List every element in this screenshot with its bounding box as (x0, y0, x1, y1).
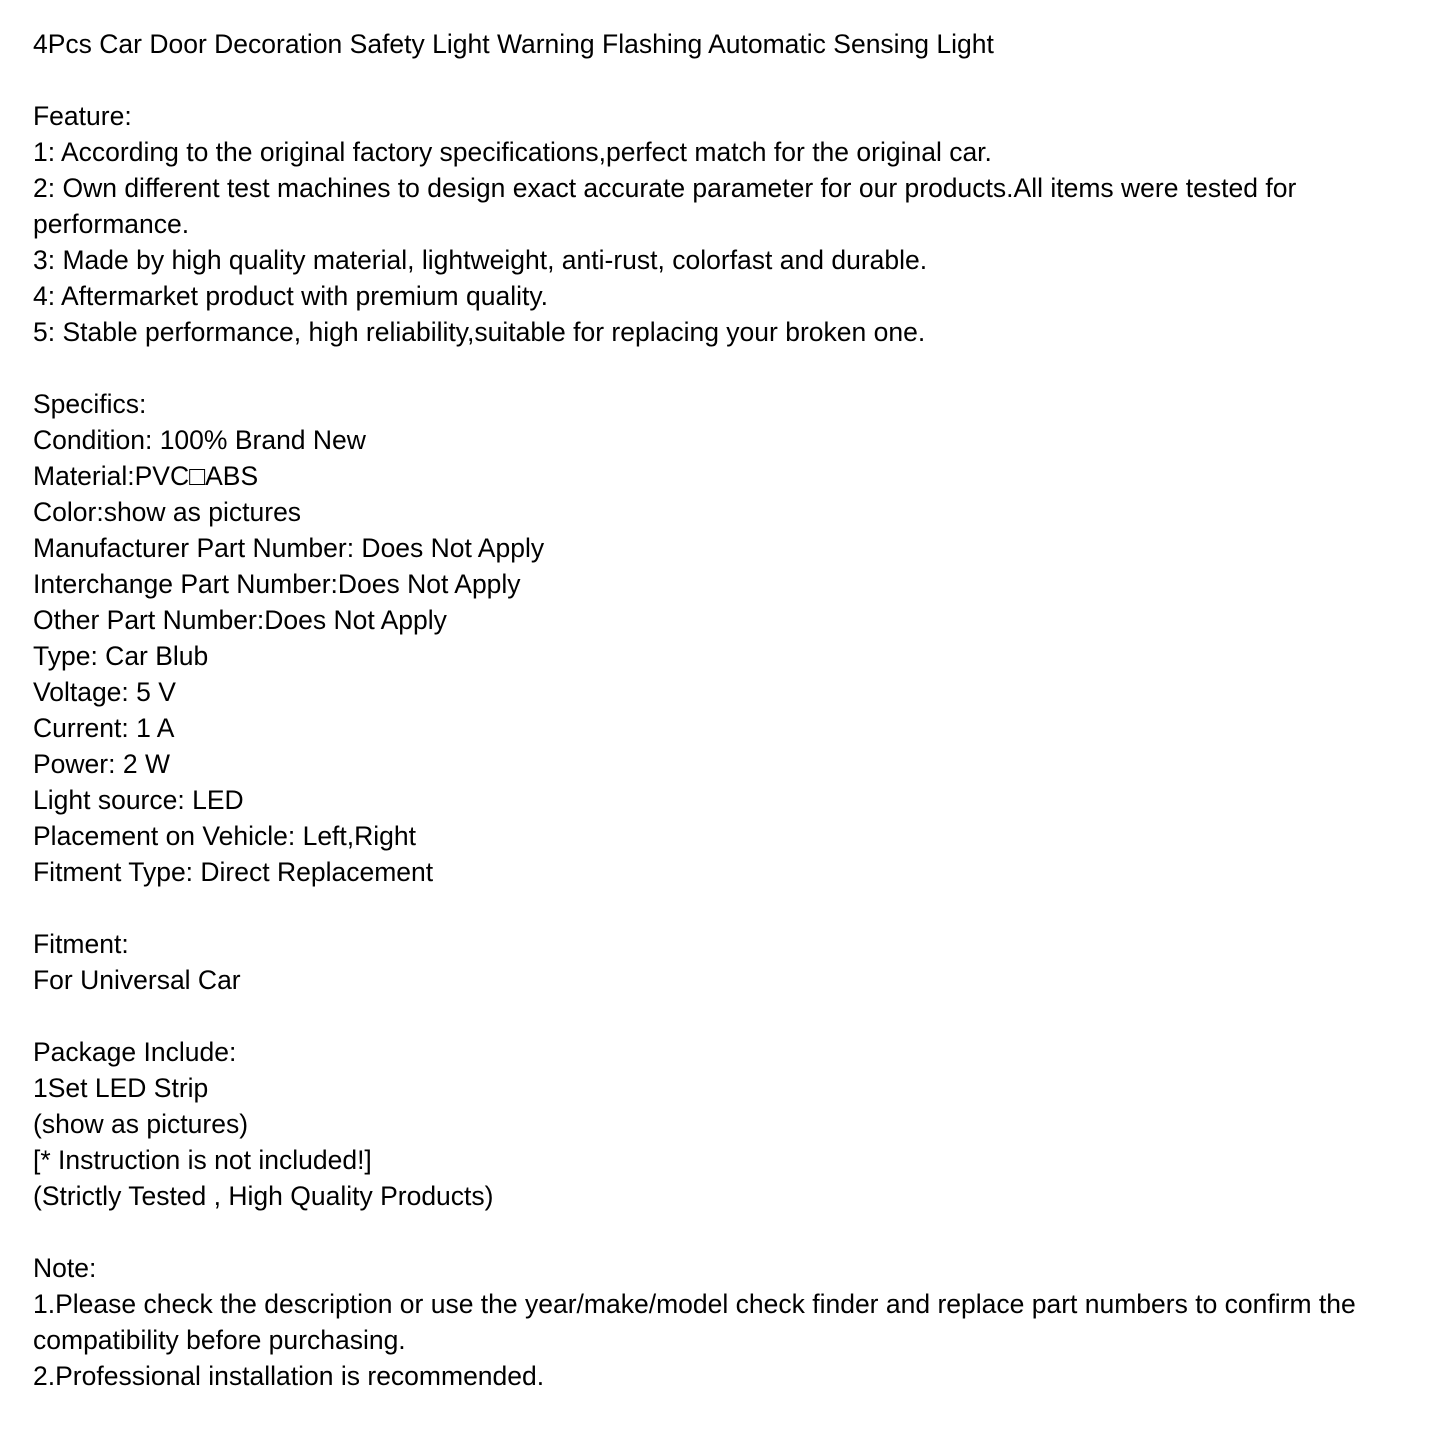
feature-item: 4: Aftermarket product with premium quality. (33, 281, 548, 311)
spacer (33, 890, 1428, 926)
package-item: [* Instruction is not included!] (33, 1145, 372, 1175)
fitment-heading: Fitment: (33, 929, 129, 959)
spec-item: Material:PVC□ABS (33, 461, 259, 491)
spec-item: Placement on Vehicle: Left,Right (33, 821, 417, 851)
spec-item: Voltage: 5 V (33, 677, 176, 707)
feature-item: 1: According to the original factory specifications,perfect match for the original car. (33, 137, 992, 167)
fitment-item: For Universal Car (33, 965, 241, 995)
note-item: 1.Please check the description or use the year/make/model check finder and replace part numbers to confirm the compatibility before purchasing. (33, 1289, 1356, 1355)
spacer (33, 1214, 1428, 1250)
spec-item: Type: Car Blub (33, 641, 209, 671)
spec-item: Color:show as pictures (33, 497, 302, 527)
package-item: (show as pictures) (33, 1109, 249, 1139)
spec-item: Condition: 100% Brand New (33, 425, 366, 455)
spacer (33, 62, 1428, 98)
spec-item: Light source: LED (33, 785, 244, 815)
spacer (33, 998, 1428, 1034)
package-item: 1Set LED Strip (33, 1073, 209, 1103)
spec-item: Current: 1 A (33, 713, 175, 743)
feature-item: 2: Own different test machines to design exact accurate parameter for our products.All items were tested for performance. (33, 173, 1297, 239)
specifics-heading: Specifics: (33, 389, 147, 419)
spec-item: Interchange Part Number:Does Not Apply (33, 569, 521, 599)
spec-item: Other Part Number:Does Not Apply (33, 605, 447, 635)
spacer (33, 350, 1428, 386)
feature-heading: Feature: (33, 101, 132, 131)
note-item: 2.Professional installation is recommended. (33, 1361, 545, 1391)
product-title: 4Pcs Car Door Decoration Safety Light Warning Flashing Automatic Sensing Light (33, 29, 994, 59)
package-item: (Strictly Tested , High Quality Products) (33, 1181, 494, 1211)
package-heading: Package Include: (33, 1037, 237, 1067)
spec-item: Power: 2 W (33, 749, 170, 779)
feature-item: 3: Made by high quality material, lightweight, anti-rust, colorfast and durable. (33, 245, 928, 275)
product-description (33, 26, 1428, 1394)
note-heading: Note: (33, 1253, 97, 1283)
spec-item: Fitment Type: Direct Replacement (33, 857, 434, 887)
feature-item: 5: Stable performance, high reliability,suitable for replacing your broken one. (33, 317, 926, 347)
spec-item: Manufacturer Part Number: Does Not Apply (33, 533, 545, 563)
